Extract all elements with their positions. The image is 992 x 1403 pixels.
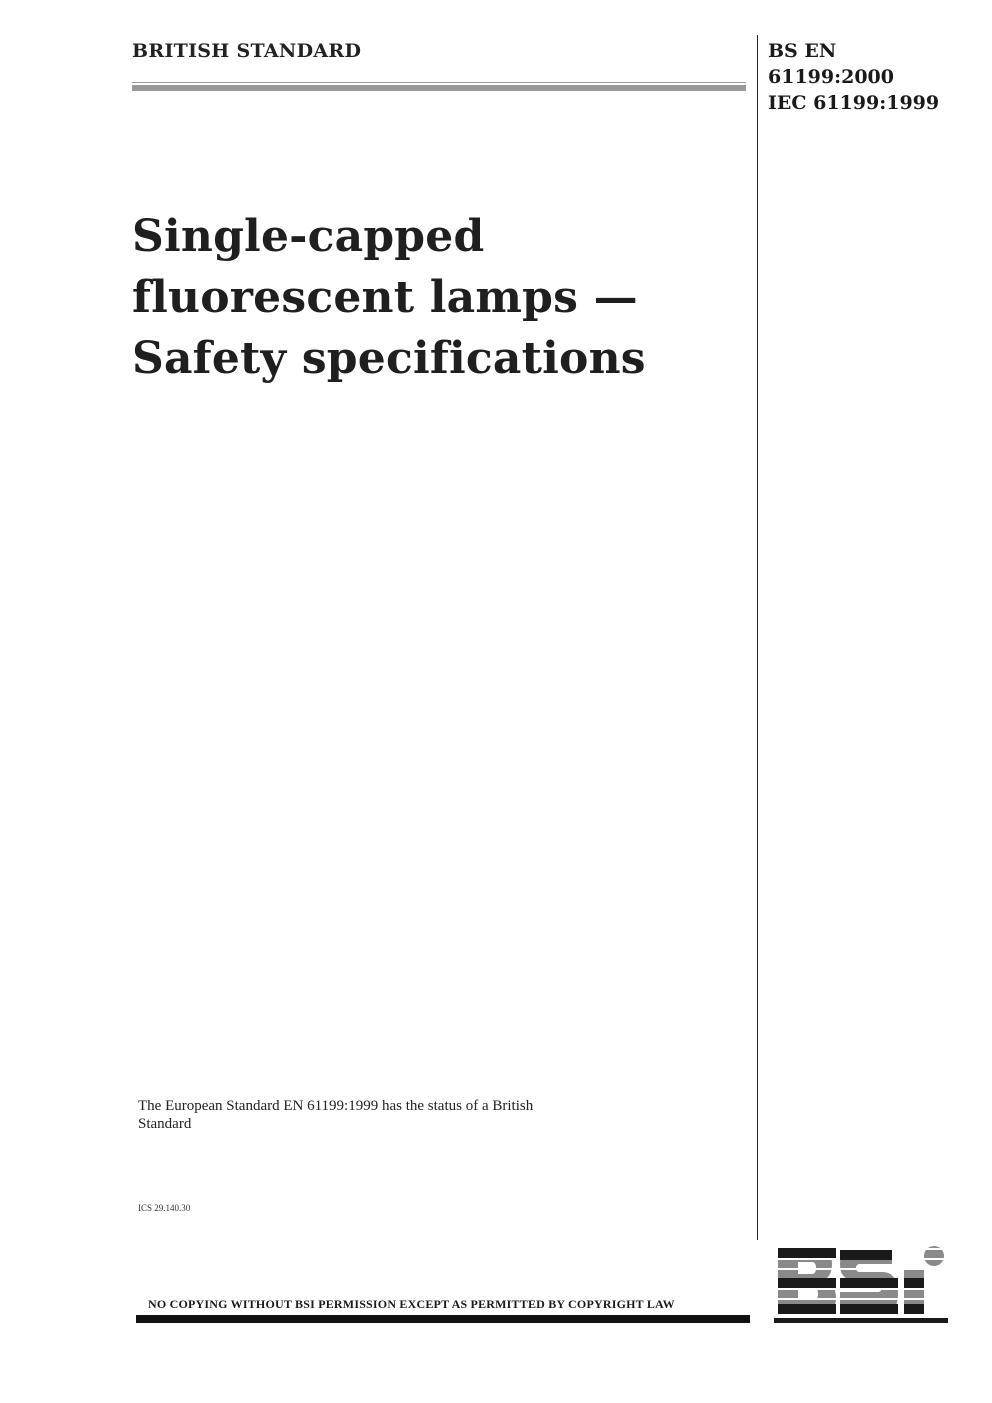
header-rule: [132, 82, 746, 91]
document-type-label: BRITISH STANDARD: [132, 40, 362, 62]
title-line: Safety specifications: [132, 333, 646, 384]
document-title: [132, 206, 646, 389]
standard-number-line: BS EN: [768, 40, 837, 62]
standard-number-block: [768, 38, 939, 116]
ics-code: ICS 29.140.30: [138, 1203, 191, 1213]
copyright-notice: NO COPYING WITHOUT BSI PERMISSION EXCEPT AS PERMITTED BY COPYRIGHT LAW: [148, 1297, 675, 1311]
standard-number-line: 61199:2000: [768, 66, 894, 88]
footer-rule: [136, 1315, 750, 1323]
vertical-divider: [757, 35, 758, 1240]
title-line: fluorescent lamps —: [132, 272, 638, 323]
title-line: Single-capped: [132, 211, 485, 262]
bsi-logo: [774, 1244, 948, 1324]
status-statement: The European Standard EN 61199:1999 has the status of a British Standard: [138, 1098, 534, 1132]
standard-number-line: IEC 61199:1999: [768, 92, 940, 114]
